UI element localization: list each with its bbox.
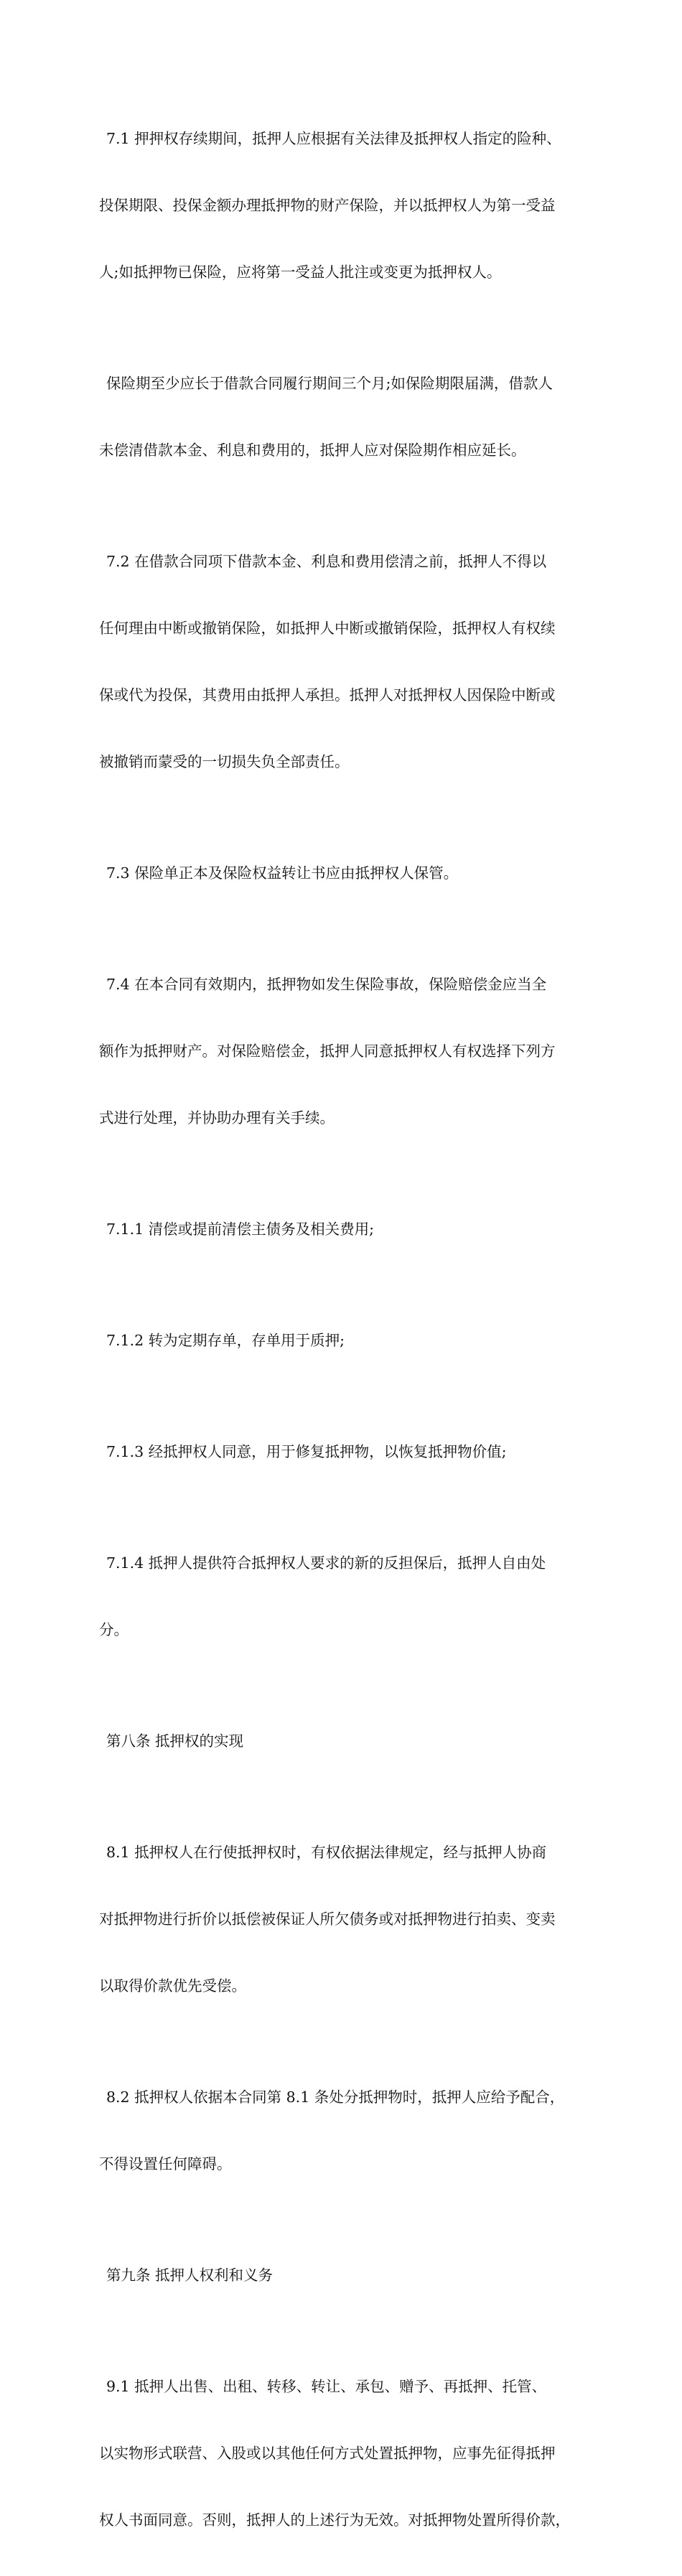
article-8-heading	[99, 1686, 591, 1797]
text-line: 7.3 保险单正本及保险权益转让书应由抵押权人保管。	[106, 864, 459, 882]
text-line: 被撤销而蒙受的一切损失负全部责任。	[99, 753, 350, 770]
clause-8-2	[99, 2042, 591, 2220]
text-line: 以取得价款优先受偿。	[99, 1977, 246, 1994]
text-line: 分。	[99, 1621, 129, 1638]
clause-7-3	[99, 818, 591, 929]
document-page	[99, 83, 591, 2576]
text-line: 7.1.2 转为定期存单，存单用于质押;	[106, 1332, 345, 1349]
clause-7-4	[99, 929, 591, 1174]
text-line: 7.4 在本合同有效期内，抵押物如发生保险事故，保险赔偿金应当全	[106, 976, 547, 993]
text-line: 8.1 抵押权人在行使抵押权时，有权依据法律规定，经与抵押人协商	[106, 1844, 547, 1861]
text-line: 9.1 抵押人出售、出租、转移、转让、承包、赠予、再抵押、托管、	[106, 2378, 547, 2395]
text-line: 人;如抵押物已保险，应将第一受益人批注或变更为抵押权人。	[99, 263, 502, 281]
clause-7-1	[99, 83, 591, 328]
text-line: 第八条 抵押权的实现	[106, 1732, 244, 1750]
clause-7-1-2	[99, 1285, 591, 1396]
text-line: 不得设置任何障碍。	[99, 2155, 232, 2173]
clause-8-1	[99, 1797, 591, 2042]
clause-9-1	[99, 2331, 591, 2576]
text-line: 对抵押物进行折价以抵偿被保证人所欠债务或对抵押物进行拍卖、变卖	[99, 1910, 556, 1928]
text-line: 8.2 抵押权人依据本合同第 8.1 条处分抵押物时，抵押人应给予配合，	[106, 2089, 565, 2106]
clause-7-1-3	[99, 1396, 591, 1508]
clause-7-2	[99, 506, 591, 818]
text-line: 任何理由中断或撤销保险，如抵押人中断或撤销保险，抵押权人有权续	[99, 620, 556, 637]
text-line: 7.1.4 抵押人提供符合抵押权人要求的新的反担保后，抵押人自由处	[106, 1554, 546, 1572]
text-line: 7.2 在借款合同项下借款本金、利息和费用偿清之前，抵押人不得以	[106, 553, 547, 570]
clause-7-1-4	[99, 1508, 591, 1686]
text-line: 额作为抵押财产。对保险赔偿金，抵押人同意抵押权人有权选择下列方	[99, 1042, 556, 1060]
text-line: 保险期至少应长于借款合同履行期间三个月;如保险期限届满，借款人	[106, 375, 553, 392]
text-line: 投保期限、投保金额办理抵押物的财产保险，并以抵押权人为第一受益	[99, 197, 556, 214]
text-line: 7.1 押押权存续期间，抵押人应根据有关法律及抵押权人指定的险种、	[106, 130, 561, 147]
text-line: 7.1.1 清偿或提前清偿主债务及相关费用;	[106, 1221, 375, 1238]
text-line: 未偿清借款本金、利息和费用的，抵押人应对保险期作相应延长。	[99, 442, 526, 459]
text-line: 式进行处理，并协助办理有关手续。	[99, 1109, 335, 1126]
clause-7-1-1	[99, 1174, 591, 1285]
text-line: 第九条 抵押人权利和义务	[106, 2267, 274, 2284]
text-line: 以实物形式联营、入股或以其他任何方式处置抵押物，应事先征得抵押	[99, 2445, 556, 2462]
text-line: 权人书面同意。否则，抵押人的上述行为无效。对抵押物处置所得价款，	[99, 2511, 570, 2529]
text-line: 保或代为投保，其费用由抵押人承担。抵押人对抵押权人因保险中断或	[99, 686, 556, 704]
article-9-heading	[99, 2220, 591, 2331]
insurance-period-paragraph	[99, 328, 591, 506]
text-line: 7.1.3 经抵押权人同意，用于修复抵押物，以恢复抵押物价值;	[106, 1443, 507, 1460]
